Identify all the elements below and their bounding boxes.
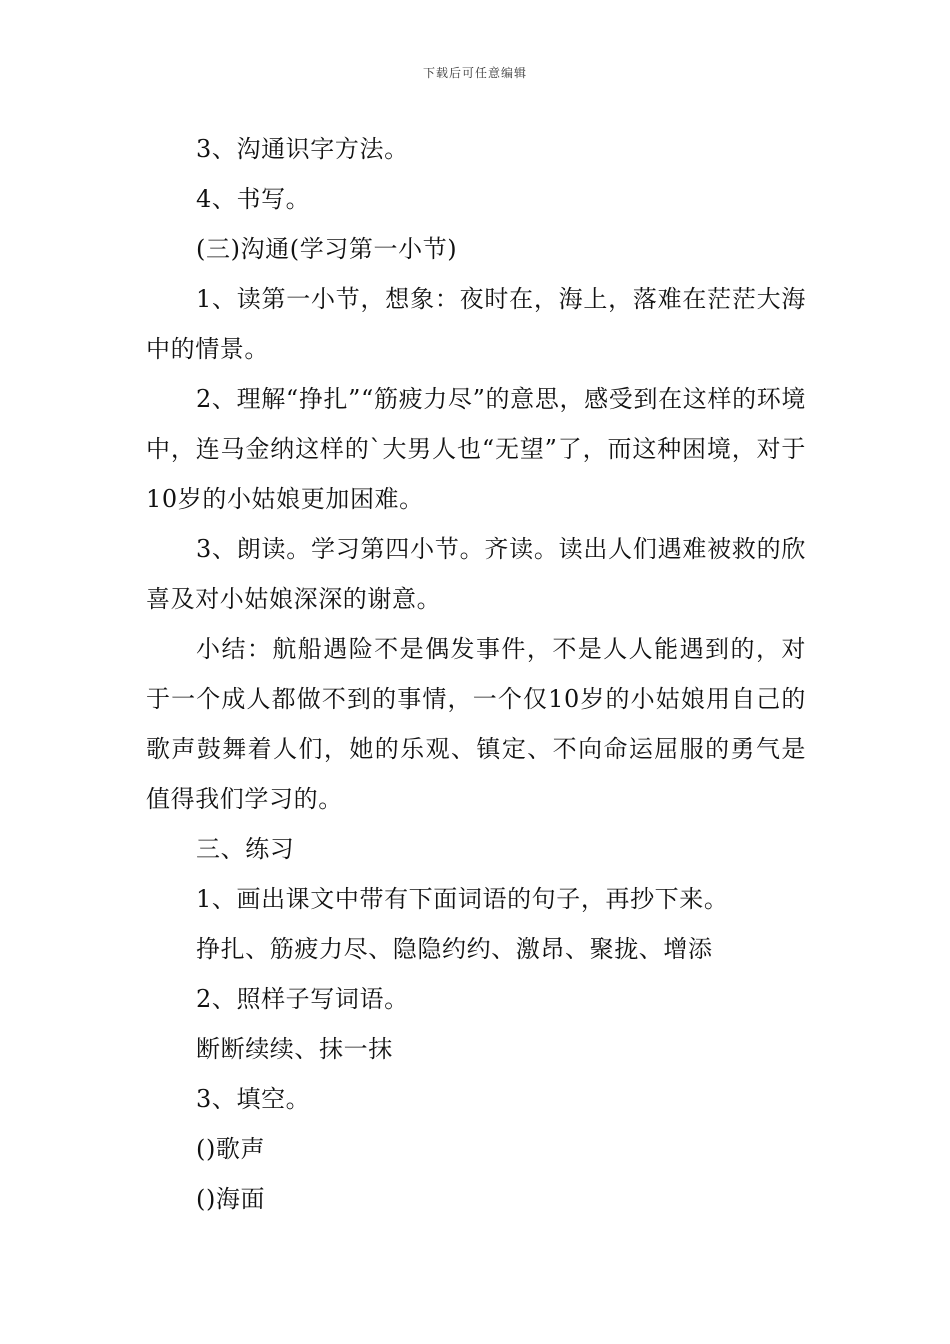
paragraph: ()歌声 [196, 1135, 266, 1163]
paragraph: 3、填空。 [196, 1085, 311, 1113]
document-body [146, 124, 806, 1224]
paragraph: 1、读第一小节，想象：夜时在，海上，落难在茫茫大海中的情景。 [146, 285, 806, 363]
paragraph: 3、沟通识字方法。 [196, 135, 409, 163]
section-heading: 三、练习 [196, 835, 295, 863]
paragraph: 1、画出课文中带有下面词语的句子，再抄下来。 [196, 885, 729, 913]
paragraph: 断断续续、抹一抹 [196, 1035, 393, 1063]
page-header-note: 下载后可任意编辑 [422, 66, 527, 80]
paragraph: 3、朗读。学习第四小节。齐读。读出人们遇难被救的欣喜及对小姑娘深深的谢意。 [146, 535, 806, 613]
paragraph: 小结：航船遇险不是偶发事件，不是人人能遇到的，对于一个成人都做不到的事情，一个仅10岁的小姑娘用自己的歌声鼓舞着人们，她的乐观、镇定、不向命运屈服的勇气是值得我们学习的。 [146, 635, 806, 813]
paragraph: (三)沟通(学习第一小节) [196, 235, 458, 263]
paragraph: 挣扎、筋疲力尽、隐隐约约、激昂、聚拢、增添 [196, 935, 713, 963]
paragraph: 4、书写。 [196, 185, 311, 213]
paragraph: 2、理解“挣扎”“筋疲力尽”的意思，感受到在这样的环境中，连马金纳这样的`大男人也“无望”了，而这种困境，对于10岁的小姑娘更加困难。 [146, 385, 806, 513]
paragraph: ()海面 [196, 1185, 266, 1213]
paragraph: 2、照样子写词语。 [196, 985, 409, 1013]
